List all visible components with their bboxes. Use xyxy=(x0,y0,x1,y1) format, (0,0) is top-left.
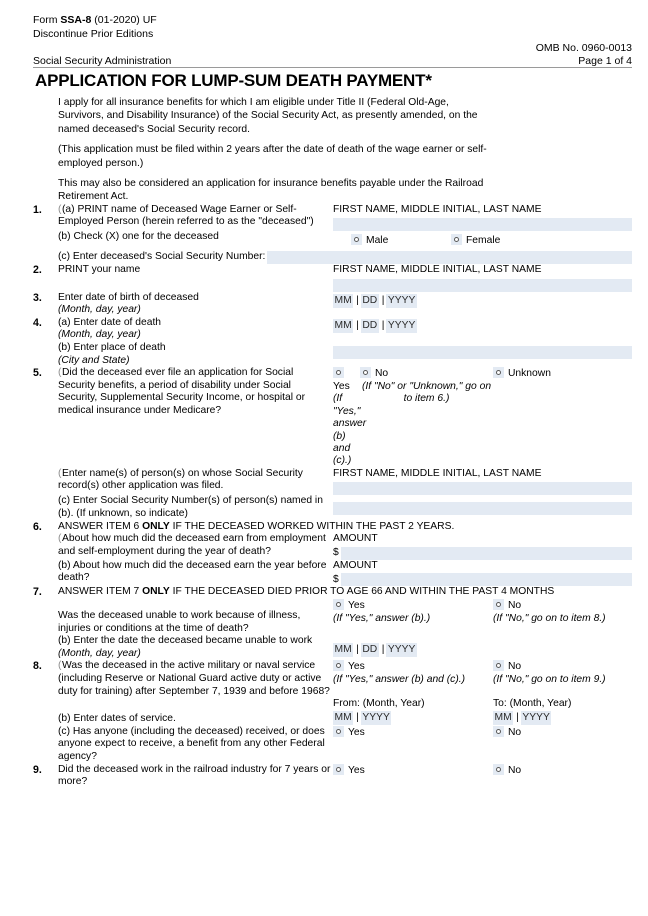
item-6a-answer xyxy=(333,533,632,560)
radio-icon[interactable] xyxy=(333,660,344,671)
item-1a-row xyxy=(33,204,632,232)
service-to-input[interactable] xyxy=(493,711,552,725)
item-7a-no-note: (If "No," go on to item 8.) xyxy=(493,612,606,624)
date-mm[interactable]: MM xyxy=(494,711,512,723)
page-title: APPLICATION FOR LUMP-SUM DEATH PAYMENT* xyxy=(35,71,432,90)
date-mm[interactable]: MM xyxy=(334,319,352,331)
radio-icon[interactable] xyxy=(493,764,504,775)
radio-icon[interactable] xyxy=(333,367,344,378)
intro-text xyxy=(58,96,493,204)
item-7a-yes-cell xyxy=(333,599,493,635)
intro-paragraph-3: This may also be considered an application for insurance benefits payable under the Railroad Retirement Act. xyxy=(58,178,484,203)
date-separator: | xyxy=(516,711,519,723)
item-5a-row xyxy=(33,367,632,468)
date-separator: | xyxy=(356,319,359,331)
page-number: Page 1 of 4 xyxy=(578,55,632,67)
radio-icon[interactable] xyxy=(493,660,504,671)
item-1c-row xyxy=(33,251,632,264)
item-7b-text: (b) Enter the date the deceased became unable to work xyxy=(58,635,313,647)
name-format-hint: FIRST NAME, MIDDLE INITIAL, LAST NAME xyxy=(333,203,542,215)
applicant-name-input[interactable] xyxy=(333,279,632,292)
service-from-input[interactable] xyxy=(333,711,392,725)
omb-number: OMB No. 0960-0013 xyxy=(535,41,632,54)
item-7-banner-row xyxy=(33,586,632,599)
item-6-banner-row xyxy=(33,521,632,534)
service-from-label: From: (Month, Year) xyxy=(333,698,425,710)
item-4a-row xyxy=(33,317,632,342)
item-5a-text: Did the deceased ever file an application for Social Security benefits, a period of disability under Social Security, Supplemental Security Income, or hospital or medical insurance under Medicare? xyxy=(58,367,306,416)
item-5a-yes-cell xyxy=(333,367,367,468)
item-5b-answer xyxy=(333,468,632,496)
radio-female-label: Female xyxy=(466,235,501,247)
item-8a-no-note: (If "No," go on to item 9.) xyxy=(493,673,606,685)
date-separator: | xyxy=(381,644,385,656)
item-6b-row xyxy=(33,560,632,587)
dod-date-input[interactable] xyxy=(333,319,418,333)
item-7-banner xyxy=(58,586,632,599)
item-7a-yes-note: (If "Yes," answer (b).) xyxy=(333,612,431,624)
radio-yes[interactable] xyxy=(333,764,493,778)
item-7b-row xyxy=(33,635,632,660)
item-4a-subtext: (Month, day, year) xyxy=(58,329,141,341)
intro-paragraph-1: I apply for all insurance benefits for which I am eligible under Title II (Federal Old-Age, Survivors, and Disability Insurance) of the Social Security Act, as presently amended, on the named deceased's Social Security record. xyxy=(58,97,478,135)
date-separator: | xyxy=(356,644,359,656)
item-3-row xyxy=(33,292,632,317)
intro-blank-cell xyxy=(493,96,632,204)
clipped-marker-icon: ( xyxy=(58,203,62,215)
radio-yes-label: Yes xyxy=(348,599,365,611)
dob-date-input[interactable] xyxy=(333,294,418,308)
item-4a-answer xyxy=(333,317,632,342)
item-8a-no-cell xyxy=(493,660,632,698)
item-5c-label: (c) Enter Social Security Number(s) of person(s) named in (b). (If unknown, so indicate) xyxy=(58,495,323,519)
item-5b-label xyxy=(58,468,333,496)
date-separator: | xyxy=(356,711,359,723)
item-1b-answer xyxy=(333,231,632,251)
service-to-label: To: (Month, Year) xyxy=(493,698,572,710)
item-5a-yes-note: (If "Yes," answer (b) and (c).) xyxy=(333,393,367,467)
name-format-hint: FIRST NAME, MIDDLE INITIAL, LAST NAME xyxy=(333,264,542,276)
item-7-number: 7. xyxy=(33,586,42,599)
radio-no-label: No xyxy=(508,726,522,738)
item-4-number: 4. xyxy=(33,316,42,329)
item-1a-label xyxy=(58,204,333,232)
clipped-marker-icon: ( xyxy=(58,533,62,545)
item-4a-label xyxy=(58,317,333,342)
sex-choices xyxy=(333,231,632,251)
radio-no[interactable] xyxy=(493,764,632,778)
amount-label: AMOUNT xyxy=(333,559,378,571)
item-8c-label: (c) Has anyone (including the deceased) received, or does anyone expect to receive, a benefit from any other Federal agency? xyxy=(58,725,325,762)
item-7a-row xyxy=(33,599,632,635)
radio-no-label: No xyxy=(508,661,522,673)
item-6-banner-emphasis: ONLY xyxy=(142,520,170,532)
header-row-1 xyxy=(33,14,632,28)
other-record-names-input[interactable] xyxy=(333,482,632,495)
item-8c-no-cell xyxy=(493,726,632,764)
item-8a-text: Was the deceased in the active military or naval service (including Reserve or National Guard active duty or active duty for training) after September 7, 1939 and before 1968? xyxy=(58,660,330,697)
radio-icon[interactable] xyxy=(351,234,362,245)
item-8a-row xyxy=(33,660,632,698)
form-label-prefix: Form xyxy=(33,14,61,26)
item-4b-text: (b) Enter place of death xyxy=(58,342,166,353)
date-yyyy[interactable]: YYYY xyxy=(362,711,390,723)
date-mm[interactable]: MM xyxy=(334,294,352,306)
item-3-number: 3. xyxy=(33,291,42,304)
deceased-ssn-input[interactable] xyxy=(267,251,632,264)
item-6a-row xyxy=(33,533,632,560)
item-1b-row xyxy=(33,231,632,251)
item-8c-row xyxy=(33,726,632,764)
radio-no[interactable] xyxy=(493,599,632,613)
item-4b-answer xyxy=(333,342,632,367)
radio-unknown-label: Unknown xyxy=(508,368,551,380)
agency-name: Social Security Administration xyxy=(33,55,172,67)
item-6b-label: (b) About how much did the deceased earn the year before death? xyxy=(58,559,327,584)
date-mm[interactable]: MM xyxy=(334,711,352,723)
clipped-marker-icon: ( xyxy=(58,367,62,379)
item-8a-label xyxy=(58,660,333,698)
item-9-label: Did the deceased work in the railroad industry for 7 years or more? xyxy=(58,763,331,788)
item-1c-cell xyxy=(58,251,632,264)
radio-icon[interactable] xyxy=(493,726,504,737)
intro-row xyxy=(33,96,632,204)
item-7a-no-cell xyxy=(493,599,632,635)
date-separator: | xyxy=(381,319,385,331)
radio-yes[interactable] xyxy=(333,726,493,740)
radio-yes[interactable] xyxy=(333,599,493,613)
radio-female[interactable] xyxy=(451,234,500,248)
item-6-number: 6. xyxy=(33,520,42,533)
item-6a-label xyxy=(58,533,333,560)
item-2-label: PRINT your name xyxy=(58,264,141,276)
item-8c-yes-cell xyxy=(333,726,493,764)
clipped-marker-icon: ( xyxy=(58,660,62,672)
date-dd[interactable]: DD xyxy=(362,319,378,331)
item-5a-no-note: (If "No" or "Unknown," go on to item 6.) xyxy=(361,380,492,405)
header-divider xyxy=(33,67,632,68)
item-5a-no-cell xyxy=(360,367,493,468)
item-8b-from-cell xyxy=(333,698,493,726)
item-2-row xyxy=(33,264,632,292)
item-3-answer xyxy=(333,292,632,317)
item-6a-amount-row xyxy=(333,547,632,560)
item-7b-label xyxy=(58,635,333,660)
radio-no-label: No xyxy=(375,368,389,380)
item-6-banner-post: IF THE DECEASED WORKED WITHIN THE PAST 2 YEARS. xyxy=(169,520,455,532)
radio-icon[interactable] xyxy=(333,726,344,737)
date-dd[interactable]: DD xyxy=(362,644,378,656)
item-6-banner xyxy=(58,521,632,534)
radio-yes-label: Yes xyxy=(348,726,365,738)
item-6b-answer xyxy=(333,560,632,587)
radio-no-label: No xyxy=(508,764,522,776)
item-5c-answer xyxy=(333,495,632,520)
item-7-banner-post: IF THE DECEASED DIED PRIOR TO AGE 66 AND WITHIN THE PAST 4 MONTHS xyxy=(169,586,555,598)
item-6a-text: About how much did the deceased earn from employment and self-employment during the year of death? xyxy=(58,533,326,557)
item-3-subtext: (Month, day, year) xyxy=(58,304,141,316)
radio-male[interactable] xyxy=(338,234,451,248)
item-8b-row xyxy=(33,698,632,726)
item-7b-subtext: (Month, day, year) xyxy=(58,647,141,659)
intro-paragraph-2: (This application must be filed within 2 years after the date of death of the wage earner or self-employed person.) xyxy=(58,144,487,169)
radio-no[interactable] xyxy=(493,660,632,674)
item-1a-text: (a) PRINT name of Deceased Wage Earner or Self-Employed Person (herein referred to as the "deceased") xyxy=(58,203,314,228)
item-8a-yes-cell xyxy=(333,660,493,698)
item-4b-row xyxy=(33,342,632,367)
item-5b-text: Enter name(s) of person(s) on whose Social Security record(s) other application was filed. xyxy=(58,467,303,492)
radio-yes-label: Yes xyxy=(348,661,365,673)
date-dd[interactable]: DD xyxy=(362,294,378,306)
date-yyyy[interactable]: YYYY xyxy=(387,319,416,331)
date-yyyy[interactable]: YYYY xyxy=(387,644,416,656)
form-edition: (01-2020) UF xyxy=(91,14,157,26)
item-5c-row xyxy=(33,495,632,520)
discontinue-notice: Discontinue Prior Editions xyxy=(33,27,154,40)
radio-icon[interactable] xyxy=(333,599,344,610)
item-6-banner-pre: ANSWER ITEM 6 xyxy=(58,520,143,532)
radio-no[interactable] xyxy=(493,726,632,740)
item-7a-label: Was the deceased unable to work because of illness, injuries or conditions at the time of death? xyxy=(58,609,301,634)
dollar-sign: $ xyxy=(333,546,339,558)
item-6b-amount-row xyxy=(333,573,632,586)
radio-icon[interactable] xyxy=(451,234,462,245)
date-mm[interactable]: MM xyxy=(334,644,352,656)
radio-no-label: No xyxy=(508,599,522,611)
radio-icon[interactable] xyxy=(333,764,344,775)
item-8b-label: (b) Enter dates of service. xyxy=(58,713,176,725)
radio-no[interactable] xyxy=(360,367,493,381)
item-8b-to-cell xyxy=(493,698,632,726)
item-1a-answer xyxy=(333,204,632,232)
earnings-year-of-death-input[interactable] xyxy=(341,547,632,560)
item-2-number: 2. xyxy=(33,264,42,277)
earnings-prior-year-input[interactable] xyxy=(341,573,632,586)
radio-yes[interactable] xyxy=(333,660,493,674)
form-number: SSA-8 xyxy=(60,14,92,26)
other-record-ssn-input[interactable] xyxy=(333,502,632,515)
item-9-no-cell xyxy=(493,764,632,789)
item-8a-yes-note: (If "Yes," answer (b) and (c).) xyxy=(333,673,466,685)
item-1b-label: (b) Check (X) one for the deceased xyxy=(58,231,219,243)
radio-unknown[interactable] xyxy=(493,367,632,381)
item-4a-text: (a) Enter date of death xyxy=(58,316,162,328)
dollar-sign: $ xyxy=(333,573,339,585)
item-4b-label xyxy=(58,342,333,367)
item-2-answer xyxy=(333,264,632,292)
item-1c-label: (c) Enter deceased's Social Security Number: xyxy=(58,251,266,263)
item-8-number: 8. xyxy=(33,660,42,673)
radio-yes[interactable] xyxy=(333,367,360,393)
place-of-death-input[interactable] xyxy=(333,346,632,359)
item-7-banner-emphasis: ONLY xyxy=(142,586,170,598)
name-format-hint: FIRST NAME, MIDDLE INITIAL, LAST NAME xyxy=(333,467,542,479)
radio-icon[interactable] xyxy=(493,599,504,610)
date-yyyy[interactable]: YYYY xyxy=(522,711,550,723)
date-yyyy[interactable]: YYYY xyxy=(387,294,416,306)
header-row-2 xyxy=(33,27,632,54)
amount-label: AMOUNT xyxy=(333,533,378,545)
item-9-row xyxy=(33,764,632,789)
item-5-number: 5. xyxy=(33,367,42,380)
item-5a-unknown-cell xyxy=(493,367,632,468)
application-form-table xyxy=(33,96,632,789)
item-9-yes-cell xyxy=(333,764,493,789)
date-separator: | xyxy=(356,294,359,306)
item-7-banner-pre: ANSWER ITEM 7 xyxy=(58,586,143,598)
form-number-line xyxy=(33,14,157,28)
item-1-number: 1. xyxy=(33,203,42,216)
item-3-text: Enter date of birth of deceased xyxy=(58,291,199,303)
date-separator: | xyxy=(381,294,385,306)
radio-yes-label: Yes xyxy=(348,764,365,776)
item-3-label xyxy=(58,292,333,317)
radio-male-label: Male xyxy=(366,235,389,247)
item-4b-subtext: (City and State) xyxy=(58,354,130,366)
form-header xyxy=(33,14,632,69)
unable-to-work-date-input[interactable] xyxy=(333,643,418,657)
item-9-number: 9. xyxy=(33,763,42,776)
deceased-name-input[interactable] xyxy=(333,218,632,231)
radio-yes-label: Yes xyxy=(333,380,350,392)
radio-icon[interactable] xyxy=(493,367,504,378)
item-7b-answer xyxy=(333,635,632,660)
item-5b-row xyxy=(33,468,632,496)
item-5a-label xyxy=(58,367,333,468)
clipped-marker-icon: ( xyxy=(58,467,62,479)
radio-icon[interactable] xyxy=(360,367,371,378)
